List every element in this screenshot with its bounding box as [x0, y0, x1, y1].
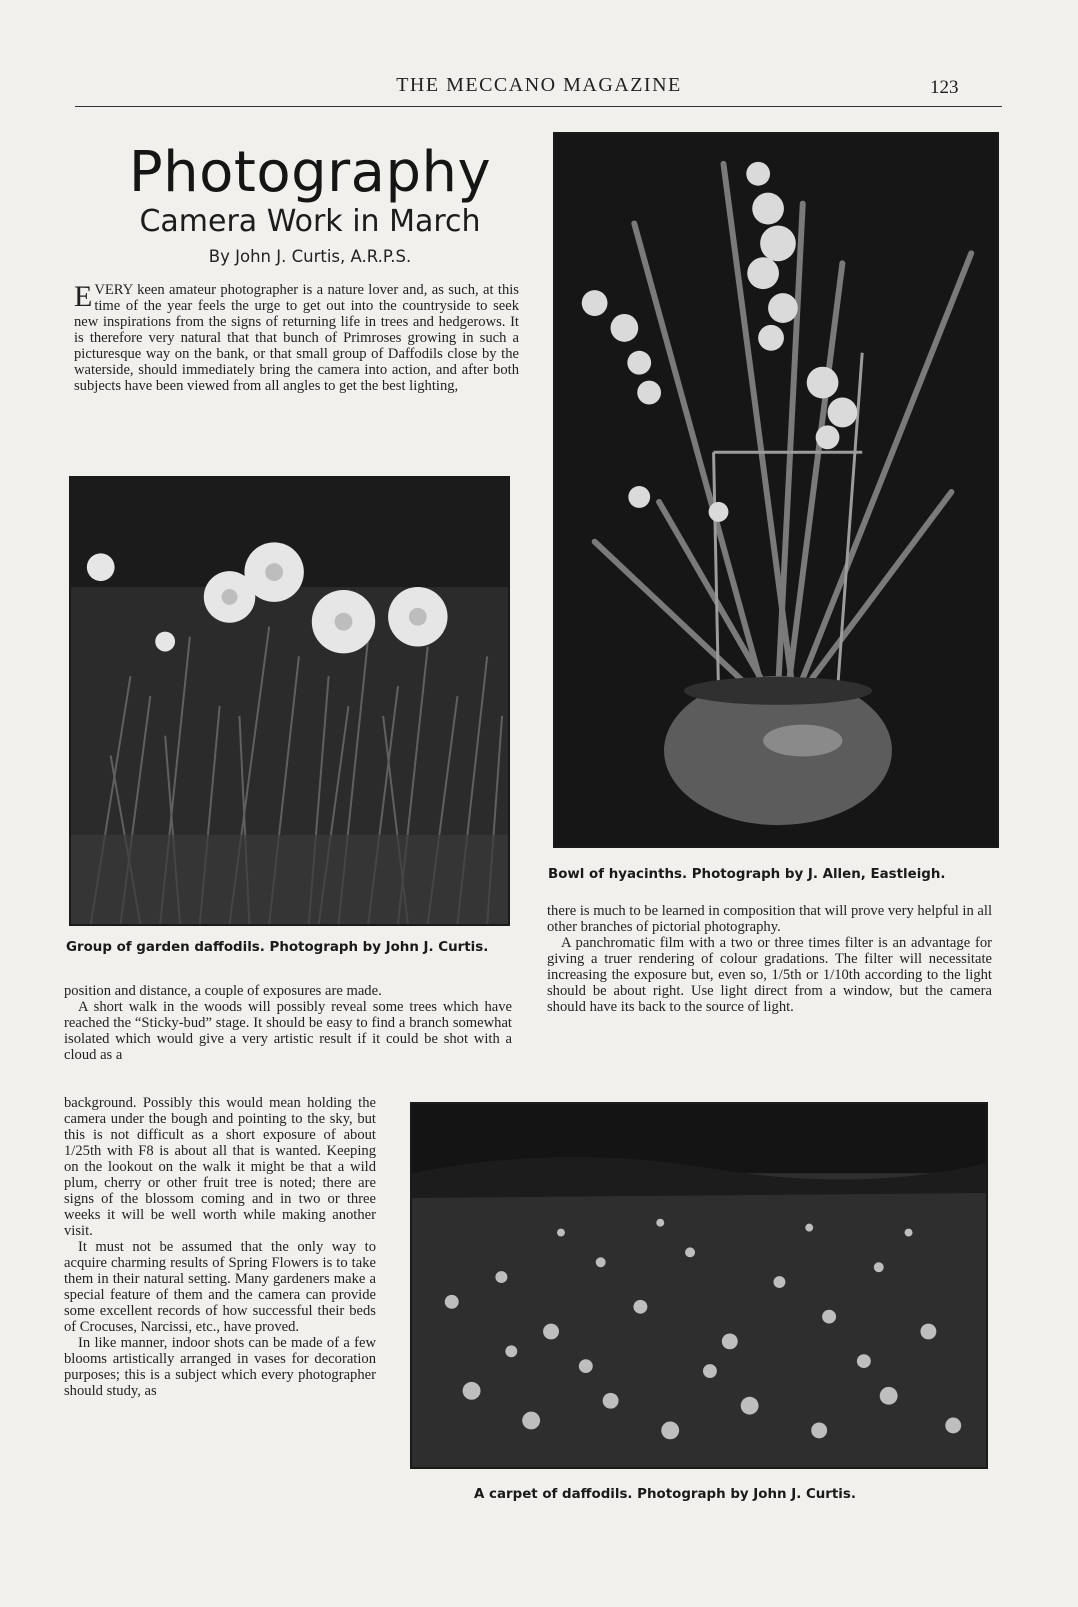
caption-carpet-of-daffodils: A carpet of daffodils. Photograph by John J. Curtis. — [474, 1487, 856, 1502]
header-rule — [75, 106, 1002, 107]
intro-text: VERY keen amateur photographer is a nature lover and, as such, at this time of the year feels the urge to get out into the countryside to seek new inspirations from the signs of returning life in trees and hedgerows. It is therefore very natural that that bunch of Primroses growing in such a picturesque way on the bank, or that small group of Daffodils close by the waterside, should immediately bring the camera into action, and after both subjects have been viewed from all angles to get the best lighting, — [74, 282, 519, 394]
left-column-paragraph: background. Possibly this would mean holding the camera under the bough and pointing to the sky, but this is not difficult as a short exposure of about 1/25th with F8 is about all that is wanted. Keeping on the lookout on the walk it might be that a wild plum, cherry or other fruit tree is noted; there are signs of the blossom coming and in two or three weeks it will be well worth while making another visit. — [64, 1095, 376, 1239]
article-title: Photography — [128, 140, 492, 205]
left-column-paragraph: position and distance, a couple of exposures are made. — [64, 983, 382, 999]
article-byline: By John J. Curtis, A.R.P.S. — [208, 247, 412, 266]
page-number: 123 — [930, 77, 959, 98]
photo-garden-daffodils — [69, 476, 510, 926]
left-column-text-lower — [64, 1095, 376, 1399]
right-column-paragraph: A panchromatic film with a two or three times filter is an advantage for giving a truer rendering of colour gradations. The filter will necessitate increasing the exposure but, even so, 1/5th or 1/10th according to the light should be about right. Use light direct from a window, but the camera should have its back to the source of light. — [547, 935, 992, 1015]
left-column-paragraph: It must not be assumed that the only way to acquire charming results of Spring Flowers is to take them in their natural setting. Many gardeners make a special feature of them and the camera can provide some excellent records of how successful their beds of Crocuses, Narcissi, etc., have proved. — [64, 1239, 376, 1335]
left-column-text-upper — [64, 983, 512, 1063]
carpet-illustration — [412, 1104, 986, 1467]
right-column-text — [547, 903, 992, 1015]
photo-bowl-of-hyacinths — [553, 132, 999, 848]
intro-paragraph — [74, 282, 519, 394]
article-subtitle: Camera Work in March — [139, 204, 481, 239]
masthead: THE MECCANO MAGAZINE — [396, 74, 682, 96]
drop-cap: E — [74, 280, 93, 313]
caption-bowl-of-hyacinths: Bowl of hyacinths. Photograph by J. Allen, Eastleigh. — [548, 867, 946, 882]
daffodils-illustration — [71, 478, 508, 924]
left-column-paragraph: A short walk in the woods will possibly reveal some trees which have reached the “Sticky-bud” stage. It should be easy to find a branch somewhat isolated which would give a very artistic result if it could be shot with a cloud as a — [64, 999, 512, 1063]
hyacinths-illustration — [555, 134, 997, 846]
right-column-paragraph: there is much to be learned in composition that will prove very helpful in all other branches of pictorial photography. — [547, 903, 992, 935]
photo-carpet-of-daffodils — [410, 1102, 988, 1469]
caption-garden-daffodils: Group of garden daffodils. Photograph by John J. Curtis. — [66, 940, 489, 955]
left-column-paragraph: In like manner, indoor shots can be made of a few blooms artistically arranged in vases for decoration purposes; this is a subject which every photographer should study, as — [64, 1335, 376, 1399]
